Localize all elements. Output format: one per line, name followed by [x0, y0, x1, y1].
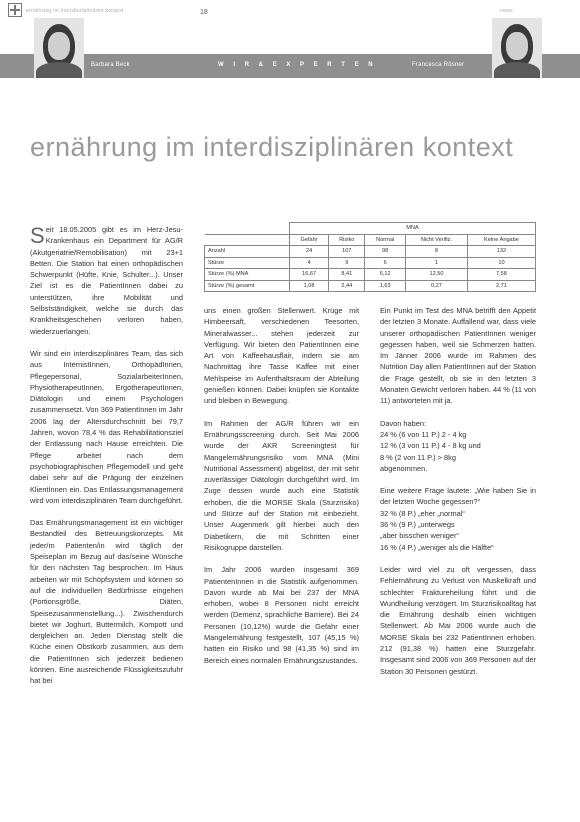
article-title: ernährung im interdisziplinären kontext — [30, 132, 514, 162]
table-row — [205, 280, 536, 292]
table-row — [205, 246, 536, 258]
table-cell: 10 — [467, 257, 535, 269]
weight-loss-list — [380, 429, 536, 463]
table-cell: 1,08 — [290, 280, 329, 292]
table-cell: 2,44 — [329, 280, 365, 292]
table-row — [205, 257, 536, 269]
table-cell: 132 — [467, 246, 535, 258]
table-cell: 7,58 — [467, 269, 535, 281]
paragraph: uns einen großen Stellenwert. Krüge mit Himbeersaft, verschiedenen Teesorten, Mineralwasser... stehen jederzeit zur Verfügung. Wir bieten den PatientInnen eine Art von Kaffeehausflair, indem sie am Nachmittag ihre Tasse Kaffee mit einer Mehlspeise im Aufenthaltsraum der Abteilung genießen können. Dabei knüpfen sie Kontakte und bleiben in Bewegung. — [204, 306, 359, 406]
table-cell: 4 — [290, 257, 329, 269]
paragraph: abgenommen. — [380, 463, 428, 473]
list-item: 8 % (2 von 11 P.) > 8kg — [380, 452, 456, 462]
list-item: 12 % (3 von 11 P.) 4 - 8 kg und — [380, 441, 481, 451]
paragraph: Im Rahmen der AG/R führen wir ein Ernährungsscreening durch. Seit Mai 2006 wurde der AKR Screeningtest für Mangelernährungsrisiko vom MNA (Mini Nutritional Assessment) abgelöst, der mit sehr zuverlässiger Diätologin durchgeführt wird. Im Zuge dessen wurde auch eine Statistik erhoben, die die MORSE Skala (Sturzrisiko) und Stürze auf der Station mit einbezieht. Unser Augenmerk gilt hierbei auch den Diabetikern, die mit Schritten einer Risikogruppe darstellen. — [204, 418, 359, 552]
table-cell: 1 — [406, 257, 468, 269]
list-item: 32 % (8 P.) „eher „normal“ — [380, 508, 465, 518]
table-cell: 6 — [365, 257, 406, 269]
page-header — [0, 0, 580, 18]
paragraph: Wir sind ein interdisziplinäres Team, das sich aus InternistInnen, OrthopädInnen, Pflegepersonal, SozialarbeiterInnen, PhysiotherapeutInnen, ErgotherapeutInnen, Diätologin und einem Psychologen zusammensetzt. Von 369 PatientInnen im Jahr 2006 lag der Altersdurchschnitt bei 79,7 Jahren, wovon 78,4 % das Rehabilitationsziel der Entlassung nach Hause erreichten. Die Pflege arbeitet nach dem psychobiographischen Pflegemodell und geht dabei sehr auf die Prägung der einzelnen KlientInnen ein. Das Entlassungsmanagement wird vom interdisziplinären Team durchgeführt. — [30, 348, 183, 505]
banner-section-title: W I R & E X P E R T E N — [218, 62, 377, 68]
table-header-row — [205, 223, 536, 235]
author-photo-left — [34, 18, 84, 78]
author-photo-right — [492, 18, 542, 78]
list-item: 16 % (4 P.) „weniger als die Hälfte“ — [380, 542, 494, 552]
article-column-1 — [30, 224, 183, 698]
paragraph: Ein Punkt im Test des MNA betrifft den Appetit der letzten 3 Monate. Auffallend war, dass viele unserer orthopädischen PatientInnen weniger gegessen haben, weil sie Schmerzen hatten. Im Jänner 2006 wurde im Rahmen des Nutrition Day allen PatientInnen auf der Station die Frage gestellt, ob sie in den letzten 3 Monaten Gewicht verloren haben. 44 % (11 von 11) antworteten mit ja. — [380, 306, 536, 406]
header-running-title: ernährung im interdisziplinären kontext — [26, 8, 124, 14]
page-number: 18 — [200, 9, 208, 16]
table-cell: 9 — [329, 257, 365, 269]
author-name-left: Barbara Beck — [91, 62, 130, 68]
table-cell: 98 — [365, 246, 406, 258]
header-section: news — [500, 8, 513, 14]
table-cell: 107 — [329, 246, 365, 258]
table-cell: 16,67 — [290, 269, 329, 281]
paragraph: Im Jahr 2006 wurden insgesamt 369 PatientenInnen in die Statistik aufgenommen. Davon wurde ab Mai bei 237 der MNA erhoben, wobei 8 Personen nicht erreicht werden (Demenz, sprachliche Barriere). Bei 24 Personen (10,12%) wurde die Gefahr einer Mangelernährung festgestellt, 107 (45,15 %) hatten ein Risiko und 98 (41,35 %) sind im Bereich eines normalen Ernährungszustandes. — [204, 565, 359, 665]
row-label: Stürze (%) MNA — [205, 269, 290, 281]
eating-habits-list — [380, 508, 536, 553]
table-cell: 6,12 — [365, 269, 406, 281]
row-label: Stürze (%) gesamt — [205, 280, 290, 292]
paragraph: Leider wird viel zu oft vergessen, dass Fehlernährung zu Verlust von Muskelkraft und schlechter Fraktureheilung führt und die Wundheilung verzögert. Im Sturzrisikoalltag hat die Ernährung deshalb einen wichtigen Stellenwert. Ab Mai 2006 wurde auch die MORSE Skala bei 232 PatientInnen erhoben. 212 (91,38 %) hatten eine Sturzgefahr. Insgesamt sind 2006 von 369 Personen auf der Station 30 Personen gestürzt. — [380, 564, 536, 676]
table-cell: 0,27 — [406, 280, 468, 292]
list-intro: Davon haben: — [380, 418, 427, 428]
column-header: Gefahr — [290, 234, 329, 246]
table-cell: 8 — [406, 246, 468, 258]
row-label: Stürze — [205, 257, 290, 269]
list-item: 24 % (6 von 11 P.) 2 - 4 kg — [380, 429, 467, 439]
list-item: 36 % (9 P.) „unterwegs — [380, 520, 455, 530]
table-cell: 1,63 — [365, 280, 406, 292]
column-header: Normal — [365, 234, 406, 246]
article-column-2 — [204, 305, 359, 677]
column-header: Nicht Verifiz. — [406, 234, 468, 246]
list-item: „aber bisschen weniger“ — [380, 531, 459, 541]
column-header: Keine Angabe — [467, 234, 535, 246]
paragraph: Seit 18.05.2005 gibt es im Herz-Jesu-Krankenhaus ein Department für AG/R (Akutgeriatrie/Remobilisation) mit 23+1 Betten. Die Station hat einen orthopädischen Schwerpunkt (Hüfte, Knie, Schulter...). Unser Ziel ist es die PatientInnen dabei zu unterstützen, ihre Mobilität und Selbstständigkeit, welche sie durch das Krankheitsgeschehen verloren haben, wiederzuerlangen. — [30, 223, 183, 336]
list-intro: Eine weitere Frage lautete: „Wie haben Sie in der letzten Woche gegessen?“ — [380, 486, 536, 507]
table-row — [205, 269, 536, 281]
table-group-header: MNA — [290, 223, 536, 235]
author-name-right: Francesca Rösner — [412, 62, 465, 68]
paragraph: Das Ernährungsmanagement ist ein wichtiger Bestandteil des Betreuungskonzepts. Mit jeder/m Patienten/in wird täglich der Speiseplan im Bezug auf das/seine Wünsche für den nächsten Tag besprochen. Im Haus arbeiten wir mit Schöpfsystem und können so auf die individuellen Bedürfnisse eingehen (Portionsgröße, Diäten, Speisezusammenstellung...). Zwischendurch bietet wir Joghurt, Buttermilch, Kompott und dergleichen an. Jeden Dienstag stellt die Küche einen Obstkorb zusammen, aus dem die PatientInnen sich jederzeit bedienen können. Eine ausreichende Flüssigkeitszufuhr hat bei — [30, 518, 183, 686]
drop-cap: S — [30, 223, 45, 248]
table-cell: 8,41 — [329, 269, 365, 281]
mna-statistics-table — [204, 222, 536, 292]
hospital-cross-logo-icon — [8, 3, 22, 17]
table-header-row — [205, 234, 536, 246]
row-label: Anzahl — [205, 246, 290, 258]
column-header: Risiko — [329, 234, 365, 246]
table-cell: 12,50 — [406, 269, 468, 281]
table-cell: 2,71 — [467, 280, 535, 292]
table-cell: 24 — [290, 246, 329, 258]
article-column-3 — [380, 305, 536, 688]
